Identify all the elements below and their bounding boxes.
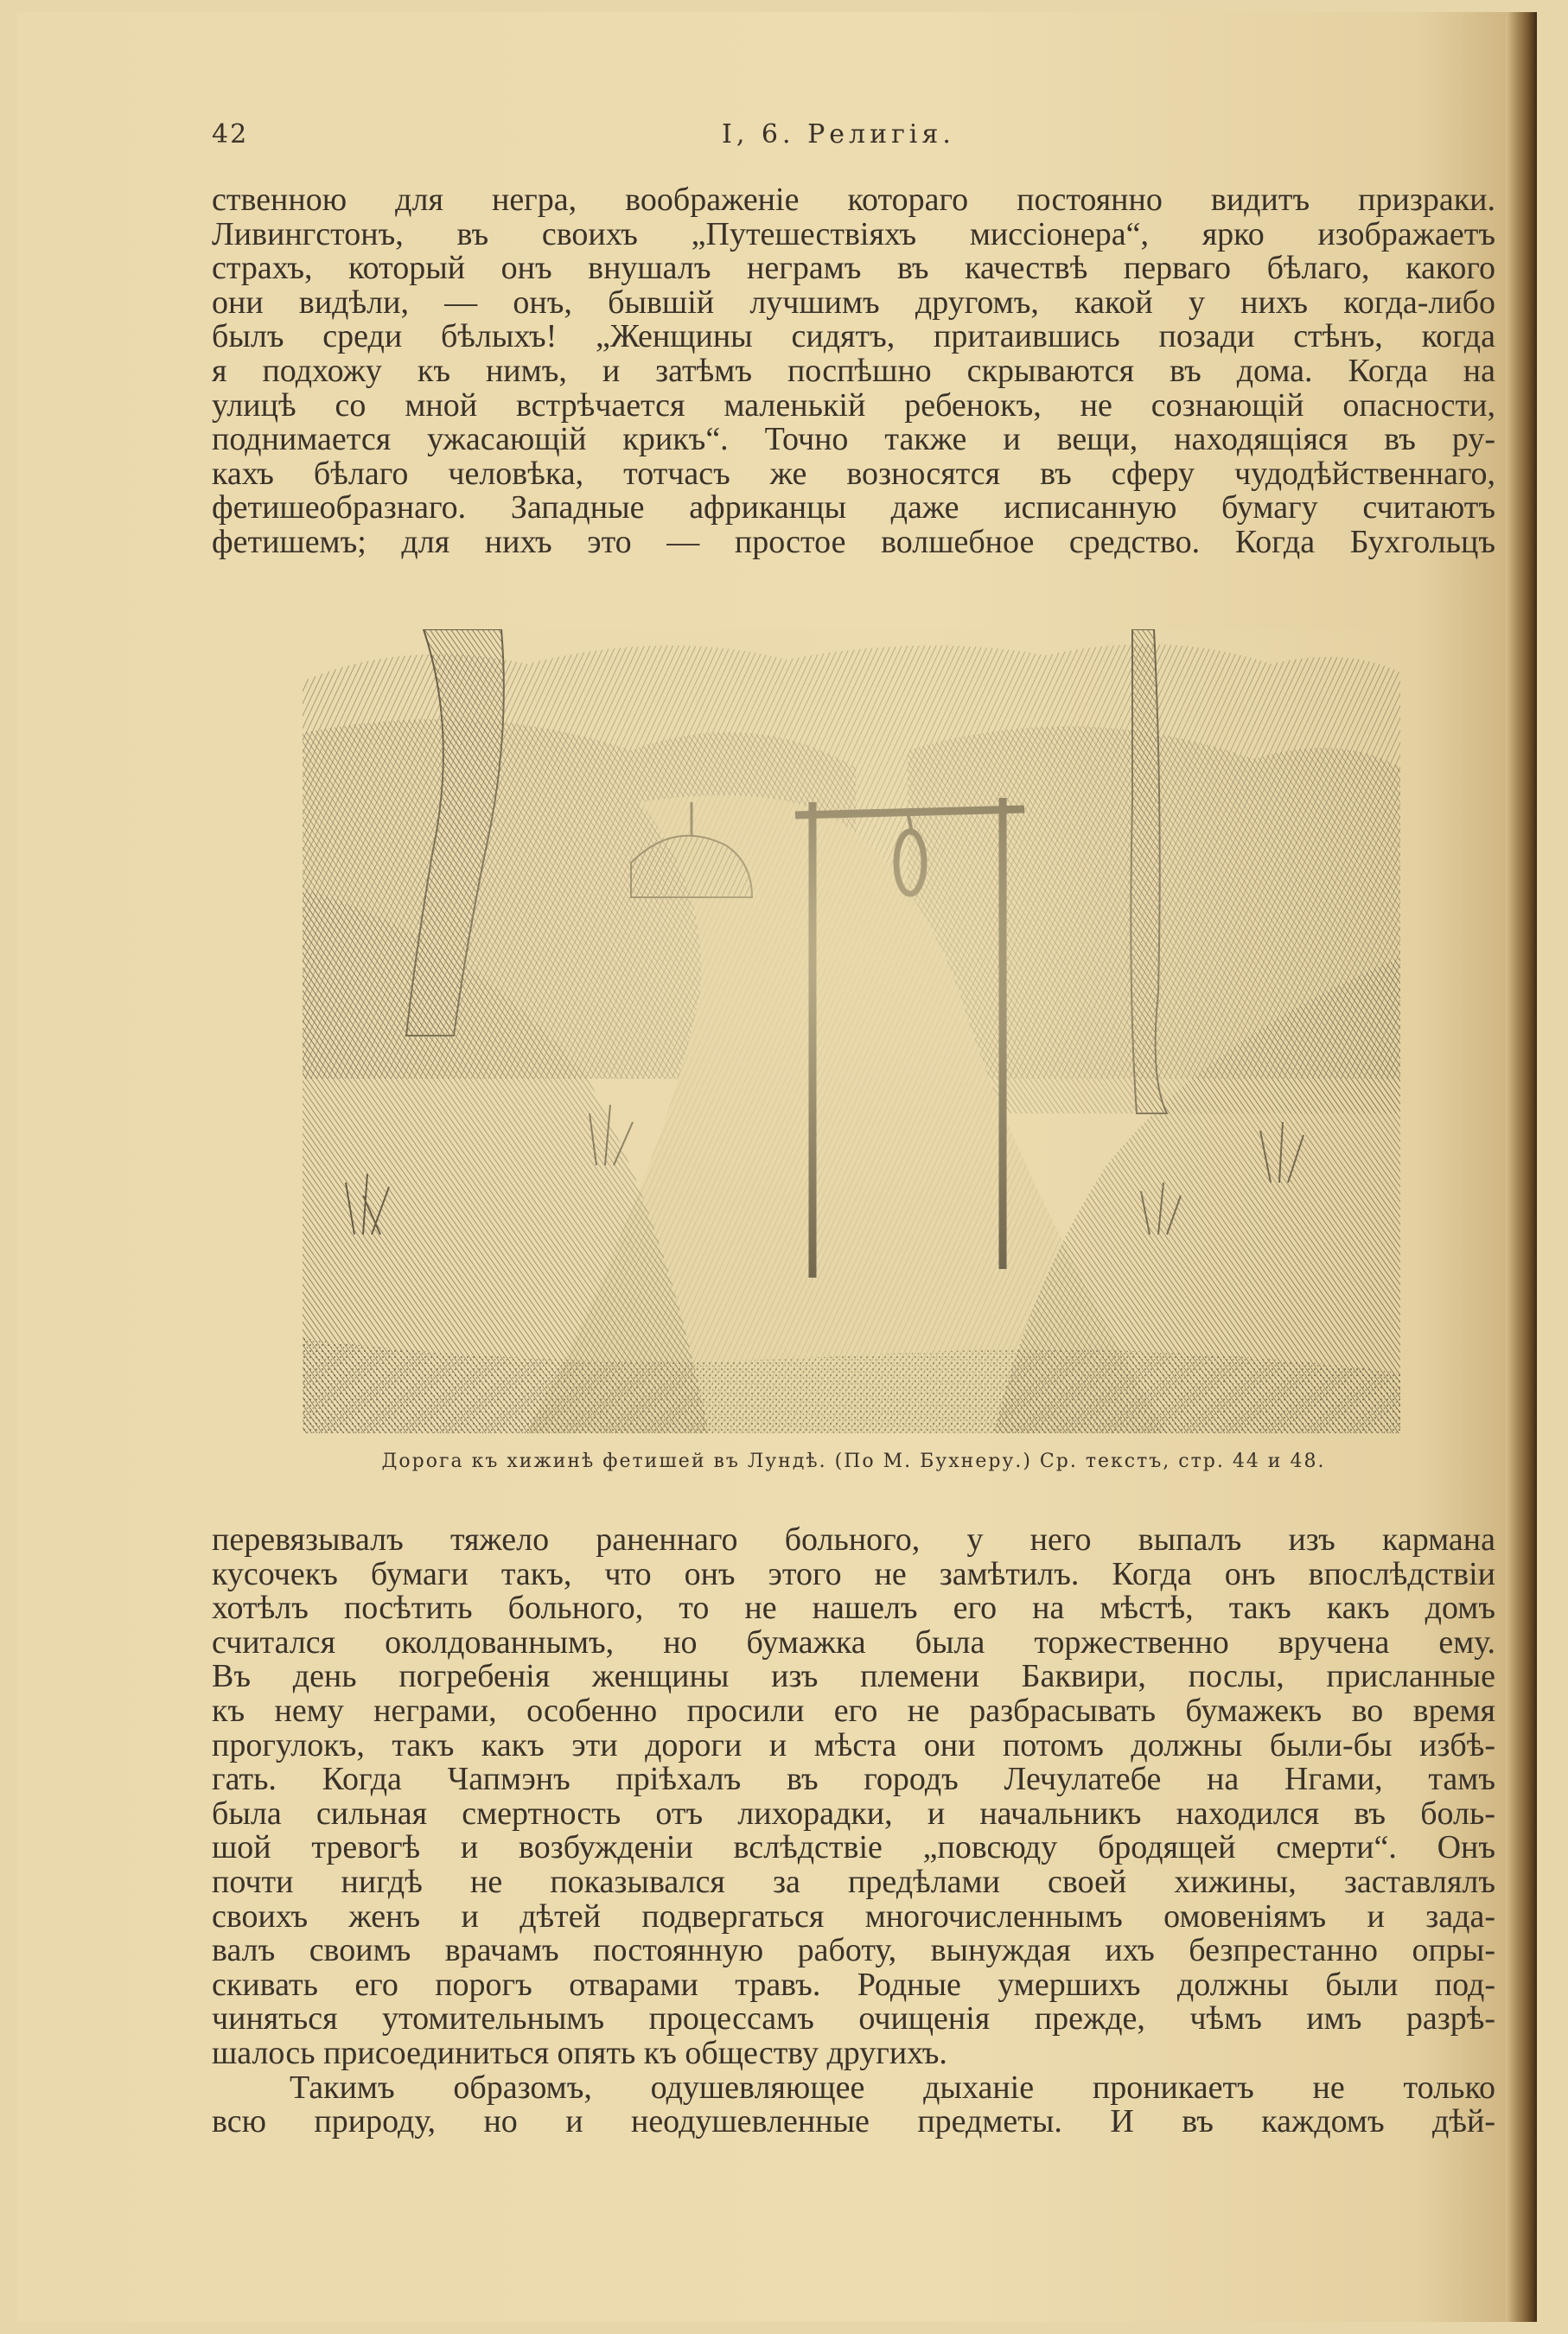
- text-line: ственною для негра, воображеніе котораго постоянно видитъ призраки.: [212, 182, 1495, 218]
- text-line: былъ среди бѣлыхъ! „Женщины сидятъ, притаившись позади стѣнъ, когда: [212, 318, 1495, 355]
- text-line: фетишеобразнаго. Западные африканцы даже исписанную бумагу считаютъ: [212, 489, 1495, 526]
- text-line: была сильная смертность отъ лихорадки, и начальникъ находился въ боль-: [212, 1795, 1495, 1832]
- text-line: гать. Когда Чапмэнъ пріѣхалъ въ городъ Лечулатебе на Нгами, тамъ: [212, 1761, 1495, 1798]
- text-line: Въ день погребенія женщины изъ племени Баквири, послы, присланные: [212, 1658, 1495, 1695]
- page-spine-edge: [1506, 12, 1537, 2322]
- text-line: считался околдованнымъ, но бумажка была торжественно вручена ему.: [212, 1623, 1495, 1661]
- text-line: скивать его порогъ отварами травъ. Родные умершихъ должны были под-: [212, 1966, 1495, 2003]
- text-line: кусочекъ бумаги такъ, что онъ этого не замѣтилъ. Когда онъ впослѣдствіи: [212, 1555, 1495, 1592]
- body-text-top: [212, 183, 1495, 560]
- text-line: поднимается ужасающій крикъ“. Точно также и вещи, находящіяся въ ру-: [212, 421, 1495, 458]
- text-line: Такимъ образомъ, одушевляющее дыханіе проникаетъ не только: [290, 2069, 1495, 2106]
- text-line: Ливингстонъ, въ своихъ „Путешествіяхъ миссіонера“, ярко изображаетъ: [212, 215, 1495, 252]
- text-line: прогулокъ, такъ какъ эти дороги и мѣста они потомъ должны были-бы избѣ-: [212, 1726, 1495, 1763]
- running-title: I, 6. Религія.: [722, 119, 955, 150]
- text-line: страхъ, который онъ внушалъ неграмъ въ качествѣ перваго бѣлаго, какого: [212, 250, 1495, 287]
- text-line: своихъ женъ и дѣтей подвергаться многочисленнымъ омовеніямъ и зада-: [212, 1897, 1495, 1935]
- page-number: 42: [212, 119, 249, 150]
- text-line: перевязывалъ тяжело раненнаго больного, у него выпалъ изъ кармана: [212, 1521, 1495, 1558]
- body-text-bottom: [212, 1523, 1495, 2140]
- text-line: хотѣлъ посѣтить больного, то не нашелъ его на мѣстѣ, такъ какъ домъ: [212, 1590, 1495, 1627]
- text-line: чиняться утомительнымъ процессамъ очищенія прежде, чѣмъ имъ разрѣ-: [212, 2000, 1495, 2037]
- text-line: кахъ бѣлаго человѣка, тотчасъ же возносятся въ сферу чудодѣйственнаго,: [212, 455, 1495, 492]
- text-line: фетишемъ; для нихъ это — простое волшебное средство. Когда Бухгольцъ: [212, 523, 1495, 560]
- text-line: я подхожу къ нимъ, и затѣмъ поспѣшно скрываются въ дома. Когда на: [212, 352, 1495, 389]
- engraving-illustration: [303, 629, 1400, 1433]
- text-line: они видѣли, — онъ, бывшій лучшимъ другомъ, какой у нихъ когда-либо: [212, 284, 1495, 321]
- text-line: всю природу, но и неодушевленные предметы. И въ каждомъ дѣй-: [212, 2103, 1495, 2140]
- page-header: [212, 119, 1495, 159]
- text-line: къ нему неграми, особенно просили его не разбрасывать бумажекъ во время: [212, 1692, 1495, 1729]
- figure-caption: Дорога къ хижинѣ фетишей въ Лундѣ. (По М. Бухнеру.) Ср. текстъ, стр. 44 и 48.: [381, 1451, 1326, 1472]
- text-line: почти нигдѣ не показывался за предѣлами своей хижины, заставлялъ: [212, 1863, 1495, 1900]
- text-line: шалось присоединиться опять къ обществу другихъ.: [212, 2034, 947, 2071]
- text-line: шой тревогѣ и возбужденіи вслѣдствіе „повсюду бродящей смерти“. Онъ: [212, 1829, 1495, 1866]
- text-line: валъ своимъ врачамъ постоянную работу, вынуждая ихъ безпрестанно опры-: [212, 1932, 1495, 1969]
- text-line: улицѣ со мной встрѣчается маленькій ребенокъ, не сознающій опасности,: [212, 386, 1495, 424]
- engraving-illustration-icon: [303, 629, 1400, 1433]
